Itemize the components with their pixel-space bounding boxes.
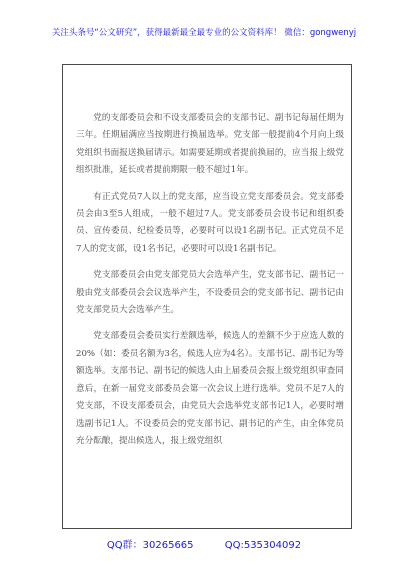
qq-contact-label: QQ:535304092 — [224, 540, 302, 551]
paragraph-election-method: 党支部委员会由党支部党员大会选举产生，党支部书记、副书记一般由党支部委员会会议选举产生，不设委员会的党支部书记、副书记由党支部党员大会选举产生。 — [76, 270, 344, 316]
top-banner: 关注头条号“公文研究”，获得最新最全最专业的公文资料库！ 微信：gongwenyj — [51, 28, 357, 38]
bottom-banner — [0, 536, 408, 551]
paragraph-differential-election: 党支部委员会委员实行差额选举，候选人的差额不少于应选人数的20%（如：委员名额为3名，候选人应为4名）。支部书记、副书记为等额选举。支部书记、副书记的候选人由上届委员会报上级党组织审查同意后，在新一届党支部委员会第一次会议上进行选举。党员不足7人的党支部，不设支部委员会，由党员大会选举党支部书记1人，必要时增选副书记1人。不设委员会的党支部书记、副书记的产生，由全体党员充分酝酿，提出候选人，报上级党组织 — [76, 331, 344, 446]
paragraph-committee-composition: 有正式党员7人以上的党支部，应当设立党支部委员会。党支部委员会由3至5人组成，一般不超过7人。党支部委员会设书记和组织委员、宣传委员、纪检委员等，必要时可以设1名副书记。正式党员不足7人的党支部，设1名书记，必要时可以设1名副书记。 — [76, 191, 344, 254]
qq-group-label: QQ群：30265665 — [106, 540, 194, 551]
document-body — [76, 110, 344, 450]
paragraph-term-of-office: 党的支部委员会和不设支部委员会的支部书记、副书记每届任期为三年。任期届满应当按期进行换届选举。党支部一般提前4个月向上级党组织书面报送换届请示。如需要延期或者提前换届的，应当报上级党组织批准，延长或者提前期限一般不超过1年。 — [76, 113, 344, 176]
